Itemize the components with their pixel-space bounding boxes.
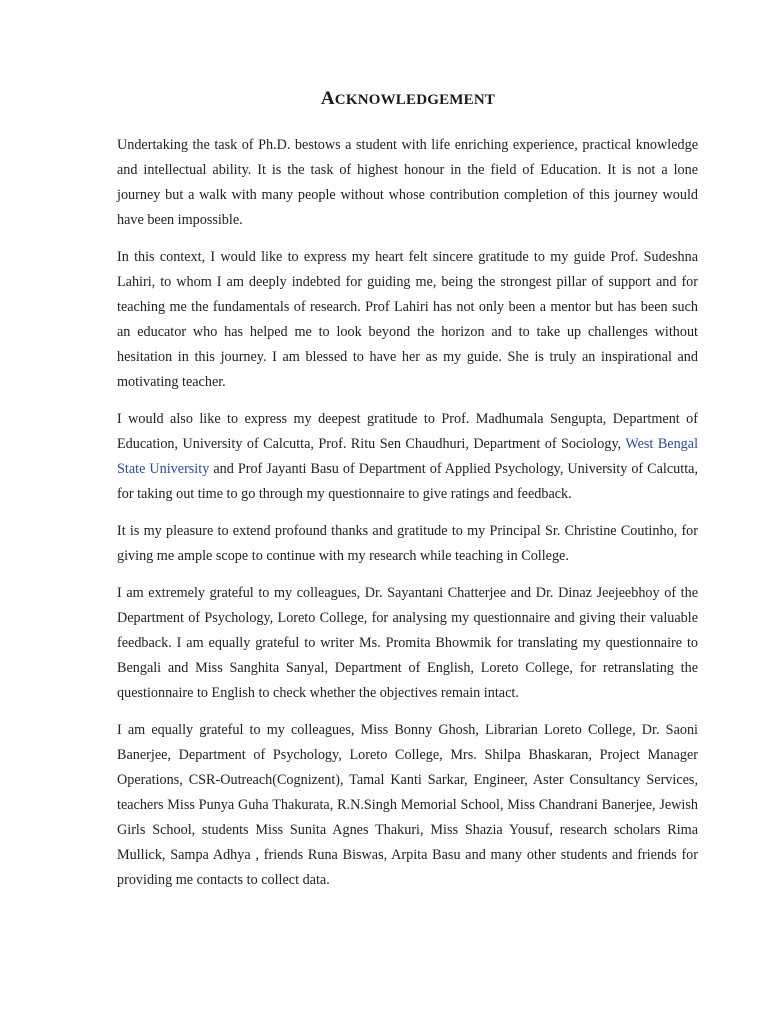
paragraph-experts-text-before: I would also like to express my deepest gratitude to Prof. Madhumala Sengupta, Department of Education, University of Calcutta, Prof. Ritu Sen Chaudhuri, Department of Sociology, [117, 411, 698, 452]
paragraph-intro: Undertaking the task of Ph.D. bestows a student with life enriching experience, practical knowledge and intellectual ability. It is the task of highest honour in the field of Education. It is not a lone journey but a walk with many people without whose contribution completion of this journey would have been impossible. [117, 137, 698, 228]
paragraph-contacts: I am equally grateful to my colleagues, Miss Bonny Ghosh, Librarian Loreto College, Dr. Saoni Banerjee, Department of Psychology, Loreto College, Mrs. Shilpa Bhaskaran, Project Manager Operations, CSR-Outreach(Cognizent), Tamal Kanti Sarkar, Engineer, Aster Consultancy Services, teachers Miss Punya Guha Thakurata, R.N.Singh Memorial School, Miss Chandrani Banerjee, Jewish Girls School, students Miss Sunita Agnes Thakuri, Miss Shazia Yousuf, research scholars Rima Mullick, Sampa Adhya , friends Runa Biswas, Arpita Basu and many other students and friends for providing me contacts to collect data. [117, 722, 698, 888]
title-rest: CKNOWLEDGEMENT [334, 92, 496, 108]
paragraph-guide: In this context, I would like to express my heart felt sincere gratitude to my guide Prof. Sudeshna Lahiri, to whom I am deeply indebted for guiding me, being the strongest pillar of support and for teaching me the fundamentals of research. Prof Lahiri has not only been a mentor but has been such an educator who has helped me to look beyond the horizon and to take up challenges without hesitation in this journey. I am blessed to have her as my guide. She is truly an inspirational and motivating teacher. [117, 249, 698, 390]
title-initial: A [320, 88, 335, 109]
paragraph-principal: It is my pleasure to extend profound thanks and gratitude to my Principal Sr. Christine Coutinho, for giving me ample scope to continue with my research while teaching in College. [117, 523, 698, 564]
paragraph-colleagues: I am extremely grateful to my colleagues, Dr. Sayantani Chatterjee and Dr. Dinaz Jeejeebhoy of the Department of Psychology, Loreto College, for analysing my questionnaire and giving their valuable feedback. I am equally grateful to writer Ms. Promita Bhowmik for translating my questionnaire to Bengali and Miss Sanghita Sanyal, Department of English, Loreto College, for retranslating the questionnaire to English to check whether the objectives remain intact. [117, 585, 698, 701]
page-title [0, 88, 768, 110]
paragraph-experts [117, 407, 698, 507]
university-link[interactable]: West Bengal State University [117, 436, 699, 477]
paragraph-experts-text-after: and Prof Jayanti Basu of Department of Applied Psychology, University of Calcutta, for taking out time to go through my questionnaire to give ratings and feedback. [117, 461, 698, 502]
document-body [117, 133, 698, 905]
